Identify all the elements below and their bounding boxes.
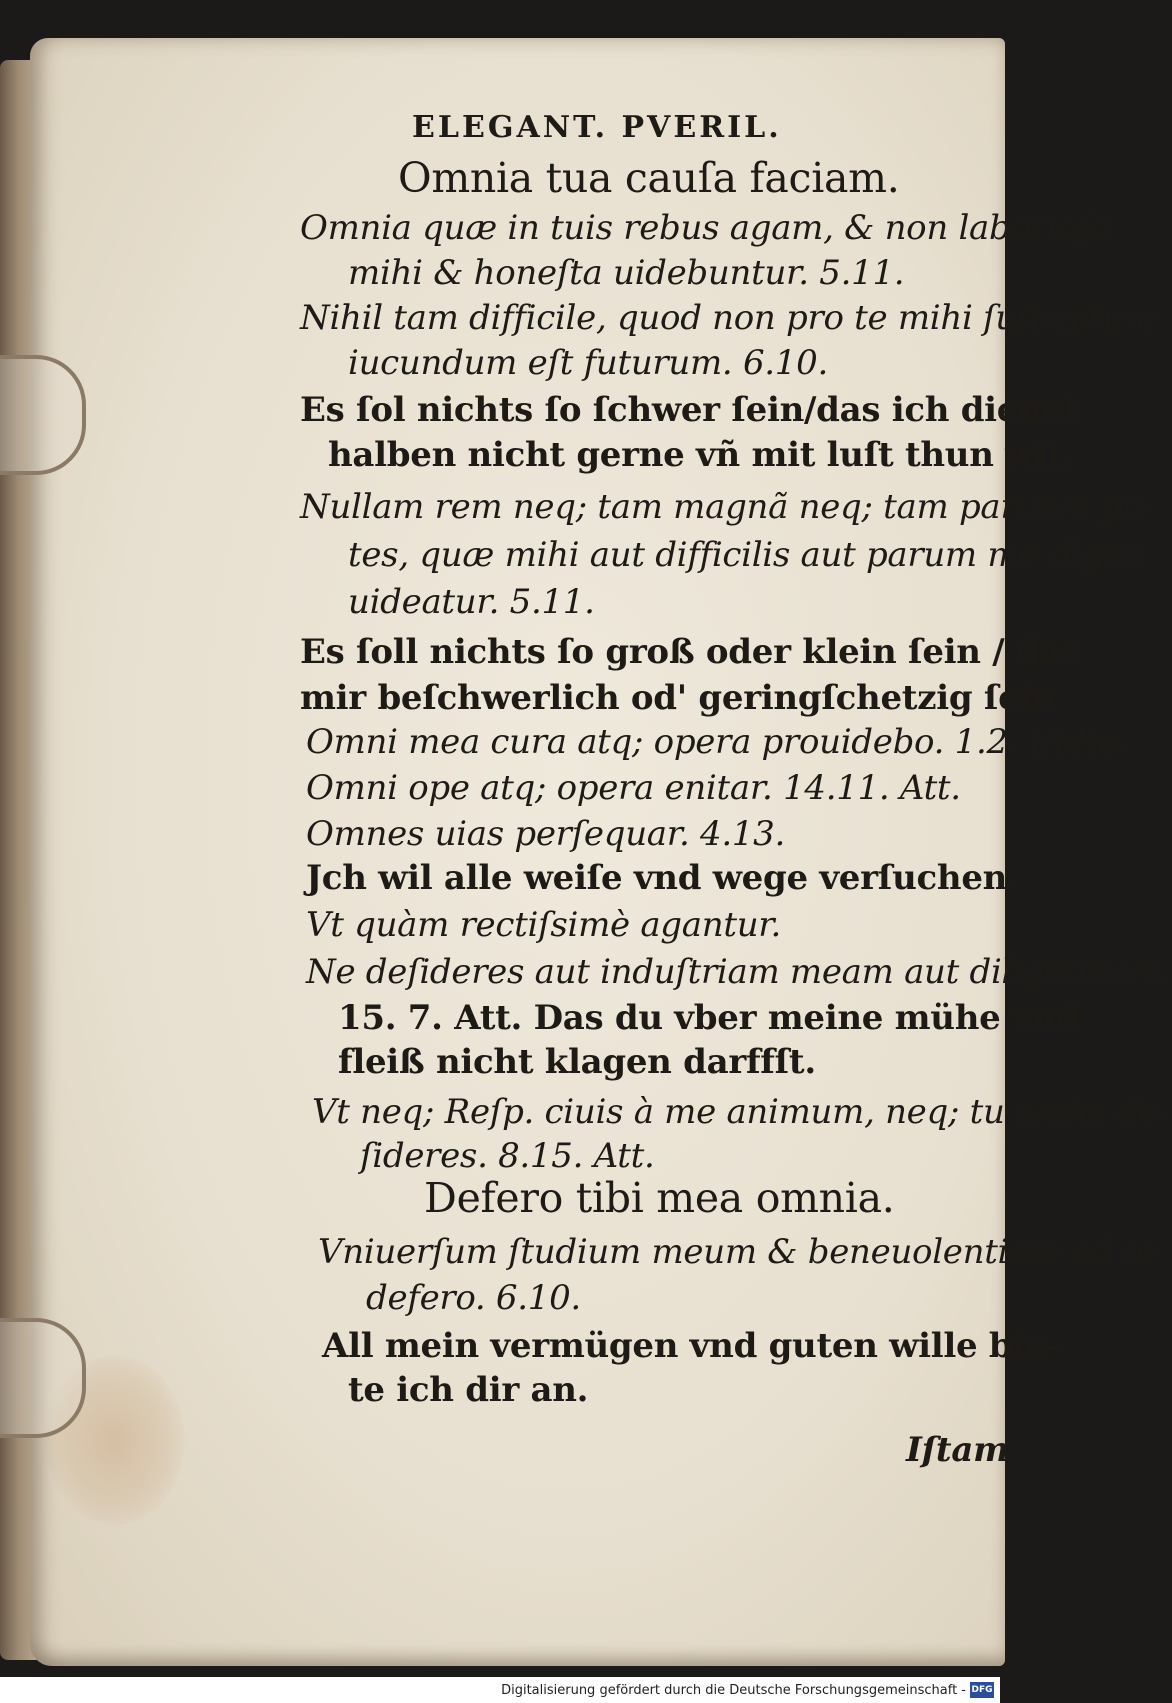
text-line: halben nicht gerne vñ mit luſt thun wil. <box>328 435 1071 475</box>
section-heading: Omnia tua cauſa faciam. <box>398 154 900 202</box>
text-line: Vt neq; Reſp. ciuis à me animum, neq; tu amici de- <box>312 1092 1170 1132</box>
text-line: uideatur. 5.11. <box>348 582 595 622</box>
text-line: tes, quæ mihi aut difficilis aut parum me digna <box>348 535 1145 575</box>
text-line: iucundum eſt futurum. 6.10. <box>348 343 828 383</box>
digitization-credit-bar <box>0 1677 1000 1703</box>
text-line: Omni mea cura atq; opera prouidebo. 1.2. (ſolte. <box>306 722 1129 762</box>
text-line: Jch wil alle weiſe vnd wege verſuchen. <box>306 858 1019 898</box>
text-line: Es ſoll nichts ſo groß oder klein ſein / das <box>300 632 1080 672</box>
text-line: mir beſchwerlich od' geringſchetzig ſein <box>300 678 1057 718</box>
text-line: defero. 6.10. <box>366 1278 581 1318</box>
digitization-credit-text: Digitalisierung gefördert durch die Deutsche Forschungsgemeinschaft - <box>501 1682 966 1698</box>
text-line: fleiß nicht klagen darffſt. <box>338 1042 816 1082</box>
text-line: Ne deſideres aut induſtriam meam aut diligentiam. <box>306 952 1172 992</box>
text-line: Vniuerſum ſtudium meum & beneuolentiam ad te <box>318 1232 1156 1272</box>
text-line: ſideres. 8.15. Att. <box>360 1136 655 1176</box>
running-head: ELEGANT. PVERIL. <box>412 110 782 145</box>
section-heading: Defero tibi mea omnia. <box>424 1174 895 1222</box>
catchword: Iſtam <box>906 1430 1009 1470</box>
text-line: Omnes uias perſequar. 4.13. <box>306 814 786 854</box>
text-line: Nihil tam difficile, quod non pro te mihi ſuſceptum <box>300 298 1157 338</box>
text-line: mihi & honeſta uidebuntur. 5.11. <box>348 253 905 293</box>
text-line: te ich dir an. <box>348 1370 589 1410</box>
text-line: Vt quàm rectiſsimè agantur. <box>306 905 782 945</box>
text-line: All mein vermügen vnd guten wille bie- <box>322 1326 1061 1366</box>
lower-clasp <box>0 1318 86 1438</box>
text-line: Nullam rem neq; tam magnã neq; tam paruam pu- <box>300 487 1155 527</box>
dfg-logo: DFG <box>970 1682 994 1698</box>
text-line: Omnia quæ in tuis rebus agam, & non laborioſa <box>300 208 1110 248</box>
text-line: 15. 7. Att. Das du vber meine mühe vnd <box>338 998 1080 1038</box>
text-line: Omni ope atq; opera enitar. 14.11. Att. <box>306 768 961 808</box>
upper-clasp <box>0 355 86 475</box>
text-line: Es ſol nichts ſo ſchwer ſein/das ich dienet <box>300 390 1080 430</box>
